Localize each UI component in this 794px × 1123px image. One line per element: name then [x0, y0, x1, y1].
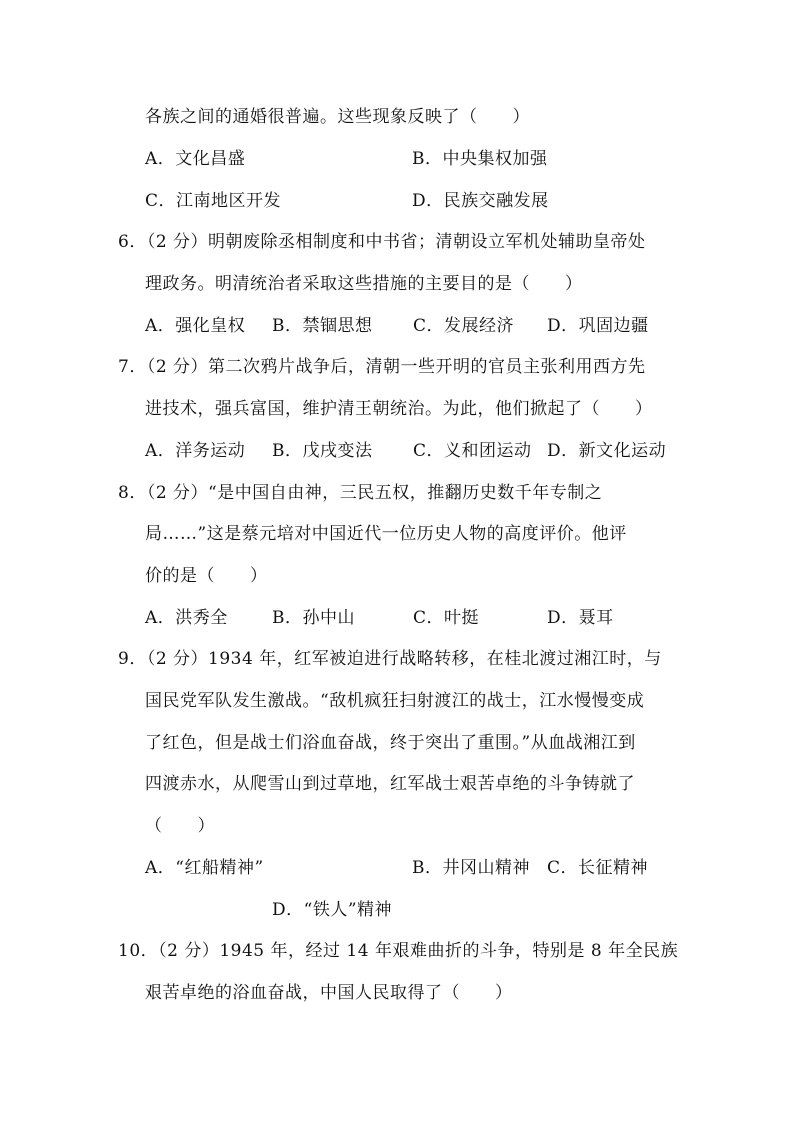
- q5-option-d: D．民族交融发展: [412, 191, 549, 211]
- q5-continuation: 各族之间的通婚很普遍。这些现象反映了（ ）: [145, 107, 530, 127]
- q10-line-1: 10．（2 分）1945 年，经过 14 年艰难曲折的斗争，特别是 8 年全民族: [118, 941, 679, 961]
- q7-option-c: C．义和团运动: [413, 441, 532, 461]
- q9-option-d: D．“铁人”精神: [272, 900, 393, 920]
- q7-option-d: D．新文化运动: [547, 441, 667, 461]
- q6-line-2: 理政务。明清统治者采取这些措施的主要目的是（ ）: [145, 274, 583, 294]
- q9-line-3: 了红色，但是战士们浴血奋战，终于突出了重围。”从血战湘江到: [145, 733, 636, 753]
- q8-option-a: A．洪秀全: [145, 608, 228, 628]
- q5-option-b: B．中央集权加强: [412, 149, 548, 169]
- q7-line-1: 7．（2 分）第二次鸦片战争后，清朝一些开明的官员主张利用西方先: [118, 357, 646, 377]
- q8-option-c: C．叶挺: [413, 608, 480, 628]
- q9-line-1: 9．（2 分）1934 年，红军被迫进行战略转移，在桂北渡过湘江时，与: [118, 649, 662, 669]
- q9-line-5: （ ）: [145, 816, 215, 836]
- q8-option-b: B．孙中山: [272, 608, 355, 628]
- q5-option-c: C．江南地区开发: [145, 191, 282, 211]
- q8-line-3: 价的是（ ）: [145, 566, 268, 586]
- q5-option-a: A．文化昌盛: [145, 149, 246, 169]
- q9-line-2: 国民党军队发生激战。“敌机疯狂扫射渡江的战士，江水慢慢变成: [145, 691, 645, 711]
- q9-option-c: C．长征精神: [547, 858, 649, 878]
- q9-option-a: A．“红船精神”: [145, 858, 264, 878]
- q10-line-2: 艰苦卓绝的浴血奋战，中国人民取得了（ ）: [145, 983, 513, 1003]
- q7-line-2: 进技术，强兵富国，维护清王朝统治。为此，他们掀起了（ ）: [145, 399, 653, 419]
- q8-option-d: D．聂耳: [547, 608, 614, 628]
- q7-option-b: B．戊戌变法: [272, 441, 373, 461]
- q6-option-b: B．禁锢思想: [272, 316, 373, 336]
- q9-option-b: B．井冈山精神: [412, 858, 530, 878]
- q6-line-1: 6．（2 分）明朝废除丞相制度和中书省；清朝设立军机处辅助皇帝处: [118, 232, 646, 252]
- q9-line-4: 四渡赤水，从爬雪山到过草地，红军战士艰苦卓绝的斗争铸就了: [145, 774, 635, 794]
- q6-option-c: C．发展经济: [413, 316, 515, 336]
- q6-option-d: D．巩固边疆: [547, 316, 649, 336]
- q7-option-a: A．洋务运动: [145, 441, 246, 461]
- q8-line-1: 8．（2 分）“是中国自由神，三民五权，推翻历史数千年专制之: [118, 483, 603, 503]
- q6-option-a: A．强化皇权: [145, 316, 246, 336]
- q8-line-2: 局……”这是蔡元培对中国近代一位历史人物的高度评价。他评: [145, 524, 627, 544]
